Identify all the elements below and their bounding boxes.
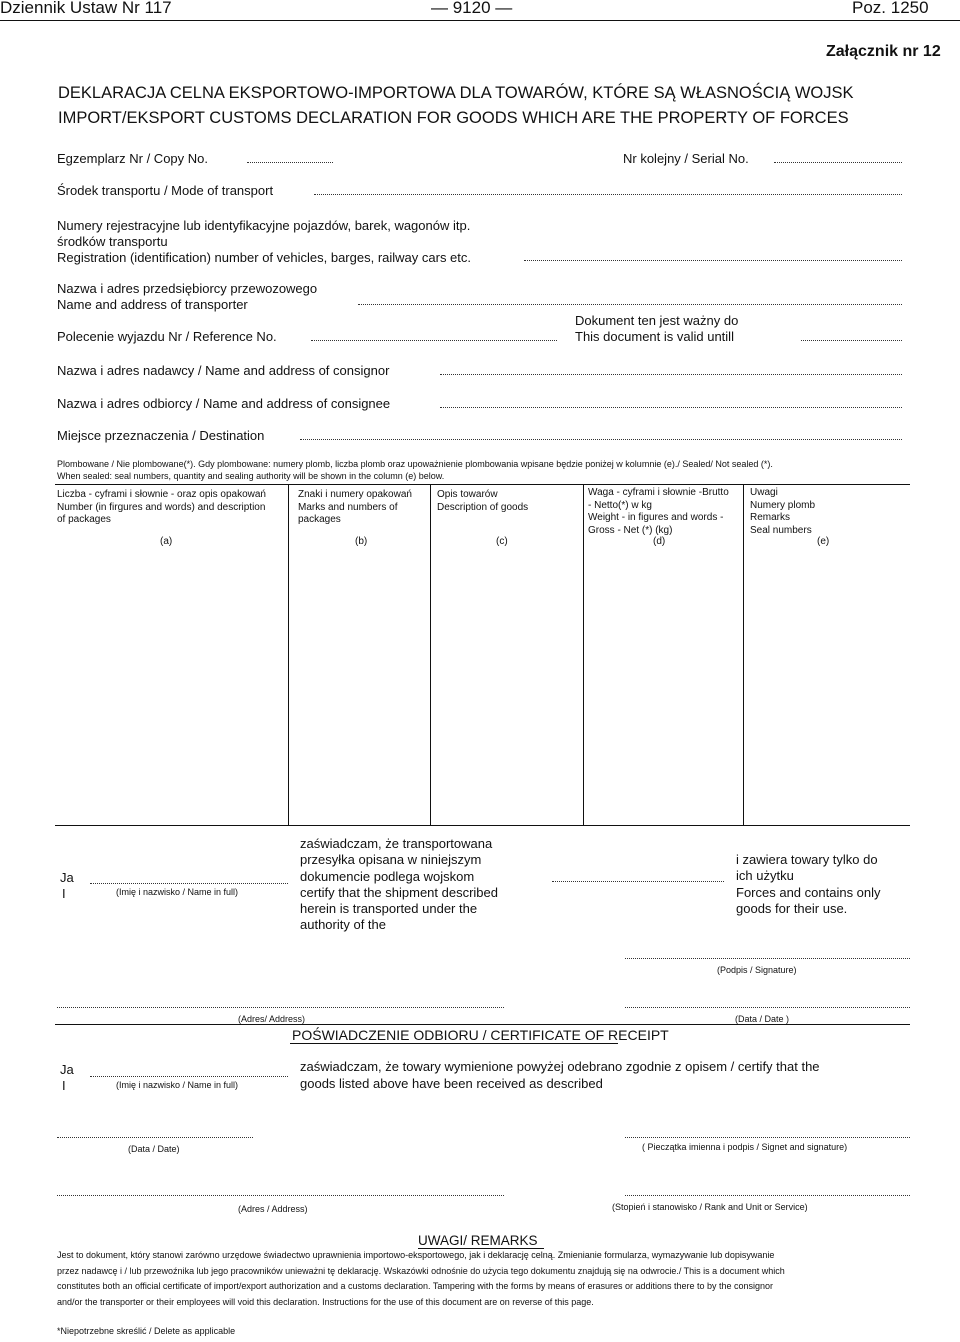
page-number: — 9120 — <box>431 0 513 17</box>
registration-field[interactable] <box>524 260 902 261</box>
consignee-field[interactable] <box>440 407 902 408</box>
valid-until-label-pl: Dokument ten jest ważny do <box>575 313 739 328</box>
receipt-address-field[interactable] <box>57 1195 504 1196</box>
transport-mode-label: Środek transportu / Mode of transport <box>57 183 274 198</box>
receipt-statement-1: zaświadczam, że towary wymienione powyżej odebrano zgodnie z opisem / certify that the <box>300 1059 820 1074</box>
receipt-name-field[interactable] <box>90 1076 288 1077</box>
reference-label: Polecenie wyjazdu Nr / Reference No. <box>57 329 277 344</box>
consignor-field[interactable] <box>440 374 902 375</box>
registration-label-pl: Numery rejestracyjne lub identyfikacyjne pojazdów, barek, wagonów itp. <box>57 218 471 233</box>
table-bottom-rule <box>55 825 910 826</box>
receipt-date-field[interactable] <box>57 1137 253 1138</box>
valid-until-field[interactable] <box>801 340 902 341</box>
annex-label: Załącznik nr 12 <box>826 43 941 60</box>
valid-until-label-en: This document is valid untill <box>575 329 734 344</box>
receipt-date-label: (Data / Date) <box>128 1144 180 1154</box>
destination-label: Miejsce przeznaczenia / Destination <box>57 428 265 443</box>
col-e-header: Uwagi Numery plomb Remarks Seal numbers <box>750 487 816 536</box>
signature-field[interactable] <box>625 958 910 959</box>
col-e-letter: (e) <box>817 536 830 547</box>
table-top-rule <box>55 484 910 485</box>
receipt-address-label: (Adres / Address) <box>238 1204 308 1214</box>
col-d-header: Waga - cyframi i słownie -Brutto - Netto(*) w kg Weight - in figures and words - Gross - Net (*) (kg) <box>588 487 729 536</box>
registration-label-en: Registration (identification) number of vehicles, barges, railway cars etc. <box>57 250 472 265</box>
receipt-ja: Ja <box>60 1062 74 1077</box>
col-d-letter: (d) <box>653 536 666 547</box>
receipt-name-label: (Imię i nazwisko / Name in full) <box>116 1080 239 1090</box>
receipt-i: I <box>62 1078 66 1093</box>
col-c-letter: (c) <box>496 536 508 547</box>
certify-statement: zaświadczam, że transportowana przesyłka opisana w niniejszym dokumencie podlega wojskom certify that the shipment described herein is transported under the authority of the <box>300 836 498 933</box>
table-divider <box>430 484 431 825</box>
table-divider <box>583 484 584 825</box>
certify-name-field[interactable] <box>90 883 288 884</box>
transporter-field[interactable] <box>358 304 902 305</box>
sealed-note-1: Plombowane / Nie plombowane(*). Gdy plombowane: numery plomb, liczba plomb oraz upoważnienie plombowania wpisane będzie poniżej w kolumnie (e)./ Sealed/ Not sealed (*). <box>57 459 773 469</box>
forces-field[interactable] <box>552 881 724 882</box>
transport-mode-field[interactable] <box>314 194 902 195</box>
signature-label: (Podpis / Signature) <box>717 965 797 975</box>
journal-title: Dziennik Ustaw Nr 117 <box>0 0 172 17</box>
address-label: (Adres/ Address) <box>238 1014 306 1024</box>
col-a-header: Liczba - cyframi i słownie - oraz opis opakowań Number (in firgures and words) and description of packages <box>57 489 266 525</box>
receipt-rank-field[interactable] <box>625 1195 910 1196</box>
date-field[interactable] <box>625 1007 910 1008</box>
certify-i: I <box>62 886 66 901</box>
receipt-title-underline <box>290 1043 618 1044</box>
title-pl: DEKLARACJA CELNA EKSPORTOWO-IMPORTOWA DLA TOWARÓW, KTÓRE SĄ WŁASNOŚCIĄ WOJSK <box>58 84 854 102</box>
col-b-header: Znaki i numery opakowań Marks and numbers of packages <box>298 489 412 525</box>
col-a-letter: (a) <box>160 536 173 547</box>
sealed-note-2: When sealed: seal numbers, quantity and sealing authority will be shown in the column (e) below. <box>57 471 445 481</box>
remarks-title: UWAGI/ REMARKS <box>418 1233 538 1248</box>
destination-field[interactable] <box>300 439 902 440</box>
section-rule <box>55 1024 910 1025</box>
consignor-label: Nazwa i adres nadawcy / Name and address of consignor <box>57 363 390 378</box>
copy-no-field[interactable] <box>247 162 333 163</box>
title-en: IMPORT/EKSPORT CUSTOMS DECLARATION FOR GOODS WHICH ARE THE PROPERTY OF FORCES <box>58 109 849 127</box>
certify-ja: Ja <box>60 870 74 885</box>
certify-forces-text: i zawiera towary tylko do ich użytku Forces and contains only goods for their use. <box>736 852 881 916</box>
copy-no-label: Egzemplarz Nr / Copy No. <box>57 151 208 166</box>
serial-no-label: Nr kolejny / Serial No. <box>623 151 749 166</box>
consignee-label: Nazwa i adres odbiorcy / Name and address of consignee <box>57 396 391 411</box>
transporter-label-pl: Nazwa i adres przedsiębiorcy przewozowego <box>57 281 318 296</box>
remarks-text: Jest to dokument, który stanowi zarówno urzędowe świadectwo uprawnienia importowo-eksportowego, jak i deklarację celną. Zmienianie formularza, wymazywanie lub dopisywanie przez nadawcę i / lub przewoźnika lub jego pracowników unieważni tę deklarację. Wskazówki odnośnie do użycia tego dokumentu znajdują się na odwrocie./ This is a document which constitutes both an official certificate of import/export authorization and a customs declaration. Tampering with the forms by means of erasures or additions there to by the consignor and/or the transporter or their employees will void this declaration. Instructions for the use of this document are on reverse of this page. <box>57 1250 785 1307</box>
table-divider <box>288 484 289 825</box>
receipt-stamp-field[interactable] <box>625 1137 910 1138</box>
header-rule <box>0 20 960 21</box>
receipt-title: POŚWIADCZENIE ODBIORU / CERTIFICATE OF RECEIPT <box>292 1027 669 1043</box>
receipt-rank-label: (Stopień i stanowisko / Rank and Unit or Service) <box>612 1202 808 1212</box>
transporter-label-en: Name and address of transporter <box>57 297 248 312</box>
footnote: *Niepotrzebne skreślić / Delete as applicable <box>57 1326 236 1336</box>
col-b-letter: (b) <box>355 536 368 547</box>
position-number: Poz. 1250 <box>852 0 929 17</box>
receipt-stamp-label: ( Pieczątka imienna i podpis / Signet and signature) <box>642 1142 848 1152</box>
address-field[interactable] <box>57 1007 504 1008</box>
serial-no-field[interactable] <box>774 162 902 163</box>
receipt-statement-2: goods listed above have been received as described <box>300 1076 603 1091</box>
col-c-header: Opis towarów Description of goods <box>437 489 529 513</box>
table-divider <box>743 484 744 825</box>
reference-field[interactable] <box>311 340 557 341</box>
certify-name-label: (Imię i nazwisko / Name in full) <box>116 887 239 897</box>
registration-label-pl2: środków transportu <box>57 234 168 249</box>
date-label: (Data / Date ) <box>735 1014 790 1024</box>
